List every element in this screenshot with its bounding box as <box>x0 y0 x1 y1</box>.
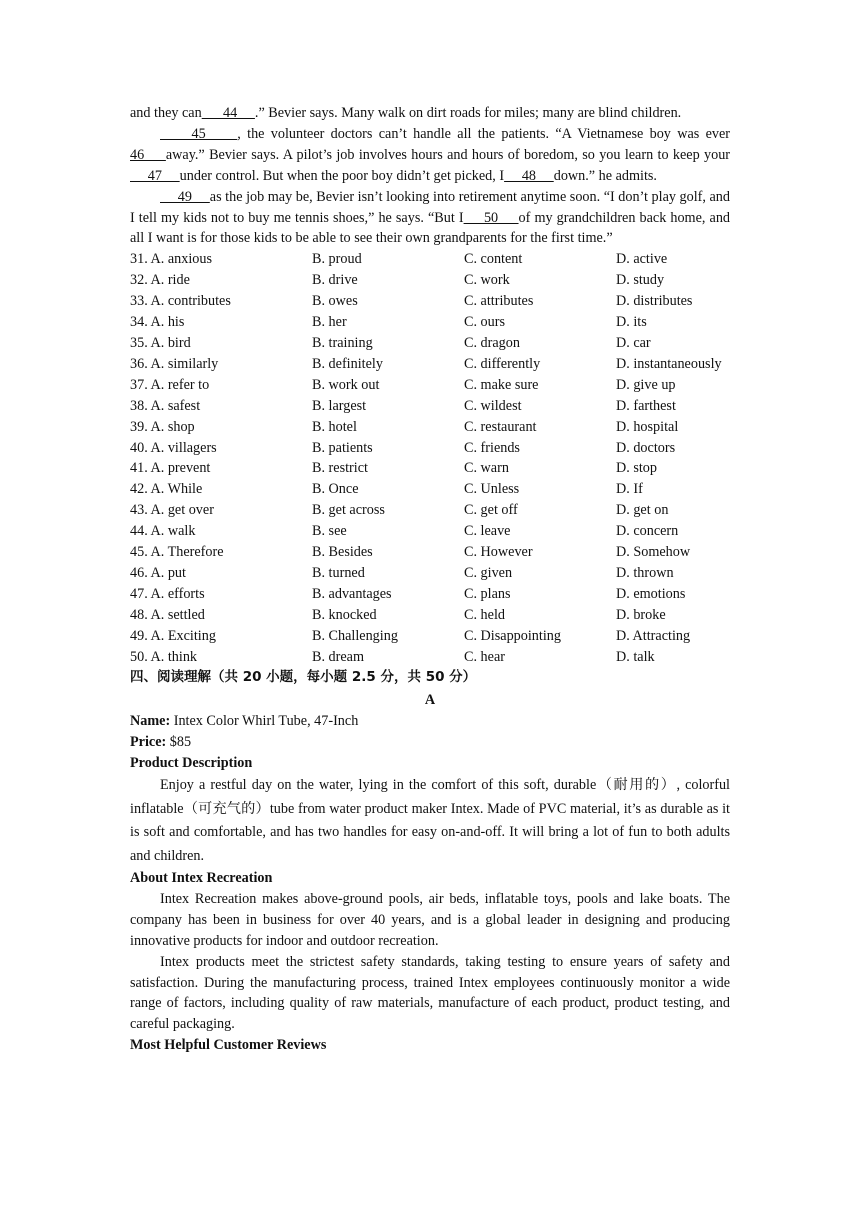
blank-44: 44 <box>201 105 255 121</box>
option-choice: D. concern <box>616 523 679 540</box>
cloze-paragraph-1 <box>130 103 730 124</box>
option-row <box>130 333 730 354</box>
option-choice: C. friends <box>464 439 520 456</box>
option-choice: B. training <box>312 334 373 351</box>
text: of my grandchildren back home, and all I want is for those kids to be able to see their own grandparents for the first time.” <box>130 209 731 247</box>
option-choice: 36. A. similarly <box>130 355 219 372</box>
option-choice: D. emotions <box>616 585 686 602</box>
option-choice: B. owes <box>312 293 358 310</box>
option-choice: 39. A. shop <box>130 418 195 435</box>
blank-48: 48 <box>504 167 554 184</box>
text: down.” he admits. <box>553 167 657 184</box>
option-choice: C. However <box>464 544 533 561</box>
option-choice: D. talk <box>616 648 655 665</box>
option-row <box>130 605 730 626</box>
option-row <box>130 626 730 647</box>
option-choice: 40. A. villagers <box>130 439 217 456</box>
blank-50: 50 <box>463 209 519 226</box>
name-label: Name: <box>130 713 171 730</box>
option-choice: 41. A. prevent <box>130 460 211 477</box>
option-row <box>130 375 730 396</box>
option-choice: D. stop <box>616 460 657 477</box>
option-choice: D. thrown <box>616 564 674 581</box>
option-choice: D. distributes <box>616 293 693 310</box>
option-choice: D. farthest <box>616 397 676 414</box>
option-choice: 38. A. safest <box>130 397 201 414</box>
option-choice: C. differently <box>464 355 541 372</box>
product-price <box>130 732 730 753</box>
option-choice: D. instantaneously <box>616 355 722 372</box>
option-choice: B. Besides <box>312 544 373 561</box>
option-choice: D. its <box>616 314 647 331</box>
option-row <box>130 521 730 542</box>
name-value: Intex Color Whirl Tube, 47-Inch <box>170 713 359 730</box>
blank-46: 46 <box>130 146 166 163</box>
option-choice: B. her <box>312 314 347 331</box>
option-choice: 50. A. think <box>130 648 198 665</box>
option-choice: B. turned <box>312 564 365 581</box>
answer-options-list <box>130 249 730 667</box>
option-choice: 47. A. efforts <box>130 585 205 602</box>
option-choice: C. restaurant <box>464 418 537 435</box>
option-row <box>130 312 730 333</box>
option-choice: C. Unless <box>464 481 520 498</box>
product-name <box>130 711 730 732</box>
option-choice: C. attributes <box>464 293 534 310</box>
option-choice: C. hear <box>464 648 505 665</box>
option-choice: 48. A. settled <box>130 606 205 623</box>
option-choice: 32. A. ride <box>130 272 190 289</box>
description-heading: Product Description <box>130 755 253 772</box>
option-row <box>130 500 730 521</box>
option-choice: C. warn <box>464 460 509 477</box>
text: .” Bevier says. Many walk on dirt roads for miles; many are blind children. <box>254 105 682 121</box>
option-row <box>130 563 730 584</box>
option-choice: B. get across <box>312 502 385 519</box>
option-row <box>130 458 730 479</box>
section-heading: 四、阅读理解（共 20 小题，每小题 2.5 分，共 50 分） <box>130 669 477 686</box>
option-choice: B. definitely <box>312 355 383 372</box>
option-choice: D. give up <box>616 376 676 393</box>
about-paragraph-2: Intex products meet the strictest safety standards, taking testing to ensure years of safety and satisfaction. During the manufacturing process, trained Intex employees continuously monitor a wide range of factors, including quality of raw materials, manufacture of each product, product testing, and careful packaging. <box>130 953 730 1033</box>
option-choice: 35. A. bird <box>130 334 191 351</box>
option-choice: D. broke <box>616 606 666 623</box>
blank-45: 45 <box>160 125 238 142</box>
option-choice: B. Challenging <box>312 627 398 644</box>
option-choice: 34. A. his <box>130 314 185 331</box>
passage-letter: A <box>424 692 436 709</box>
blank-49: 49 <box>160 188 210 205</box>
option-choice: C. content <box>464 251 523 268</box>
option-row <box>130 417 730 438</box>
option-choice: D. Somehow <box>616 544 691 561</box>
option-choice: 43. A. get over <box>130 502 214 519</box>
option-choice: 46. A. put <box>130 564 186 581</box>
about-heading: About Intex Recreation <box>130 870 273 886</box>
option-choice: C. wildest <box>464 397 522 414</box>
option-choice: 44. A. walk <box>130 523 196 540</box>
option-choice: B. proud <box>312 251 362 268</box>
text: under control. But when the poor boy didn’t get picked, I <box>179 167 505 184</box>
option-choice: 31. A. anxious <box>130 251 212 268</box>
cloze-paragraph-3 <box>130 187 730 250</box>
reviews-heading: Most Helpful Customer Reviews <box>130 1037 327 1054</box>
option-choice: B. largest <box>312 397 367 414</box>
option-choice: B. dream <box>312 648 365 665</box>
option-choice: D. doctors <box>616 439 676 456</box>
option-choice: C. given <box>464 564 513 581</box>
option-row <box>130 354 730 375</box>
price-value: $85 <box>166 734 192 751</box>
option-choice: 37. A. refer to <box>130 376 210 393</box>
price-label: Price: <box>130 734 167 751</box>
option-row <box>130 270 730 291</box>
about-paragraph-1: Intex Recreation makes above-ground pools, air beds, inflatable toys, pools and lake boats. The company has been in business for over 40 years, and is a global leader in designing and producing innovative products for indoor and outdoor recreation. <box>130 890 730 949</box>
option-choice: B. Once <box>312 481 359 498</box>
option-choice: B. work out <box>312 376 380 393</box>
cloze-paragraph-2 <box>130 124 730 187</box>
text: and they can <box>130 105 202 121</box>
option-choice: B. knocked <box>312 606 377 623</box>
option-choice: B. see <box>312 523 347 540</box>
text: as the job may be, Bevier isn’t looking into retirement anytime soon. “I don’t play golf, and I tell my kids not to buy me tennis shoes,” he says. “But I <box>130 188 730 226</box>
option-choice: B. restrict <box>312 460 368 477</box>
option-choice: 42. A. While <box>130 481 203 498</box>
option-choice: D. study <box>616 272 665 289</box>
document-page <box>130 103 730 1056</box>
option-choice: 33. A. contributes <box>130 293 231 310</box>
option-row <box>130 438 730 459</box>
option-row <box>130 396 730 417</box>
option-choice: D. If <box>616 481 643 498</box>
option-choice: 49. A. Exciting <box>130 627 216 644</box>
option-choice: D. hospital <box>616 418 679 435</box>
text: , the volunteer doctors can’t handle all the patients. “A Vietnamese boy was ever <box>237 125 731 142</box>
option-choice: C. leave <box>464 523 511 540</box>
option-choice: C. Disappointing <box>464 627 561 644</box>
option-choice: C. ours <box>464 314 505 331</box>
option-choice: D. active <box>616 251 668 268</box>
option-choice: 45. A. Therefore <box>130 544 224 561</box>
option-choice: D. Attracting <box>616 627 691 644</box>
option-choice: C. make sure <box>464 376 539 393</box>
option-choice: C. work <box>464 272 510 289</box>
option-choice: B. patients <box>312 439 373 456</box>
description-text: Enjoy a restful day on the water, lying in the comfort of this soft, durable（耐用的）, colorful inflatable（可充气的）tube from water product maker Intex. Made of PVC material, it’s as durable as it is soft and comfortable, and has two handles for easy on-and-off. It will bring a lot of fun to both adults and children. <box>130 777 730 864</box>
text: away.” Bevier says. A pilot’s job involves hours and hours of boredom, so you learn to keep your <box>165 146 731 163</box>
option-choice: C. dragon <box>464 334 520 351</box>
option-row <box>130 479 730 500</box>
option-choice: D. car <box>616 334 651 351</box>
option-choice: B. drive <box>312 272 358 289</box>
option-choice: B. advantages <box>312 585 392 602</box>
option-choice: C. held <box>464 606 505 623</box>
option-row <box>130 647 730 668</box>
option-choice: C. plans <box>464 585 511 602</box>
blank-47: 47 <box>130 167 180 184</box>
option-choice: D. get on <box>616 502 669 519</box>
option-row <box>130 249 730 270</box>
option-row <box>130 542 730 563</box>
option-row <box>130 291 730 312</box>
option-choice: B. hotel <box>312 418 357 435</box>
option-choice: C. get off <box>464 502 518 519</box>
option-row <box>130 584 730 605</box>
